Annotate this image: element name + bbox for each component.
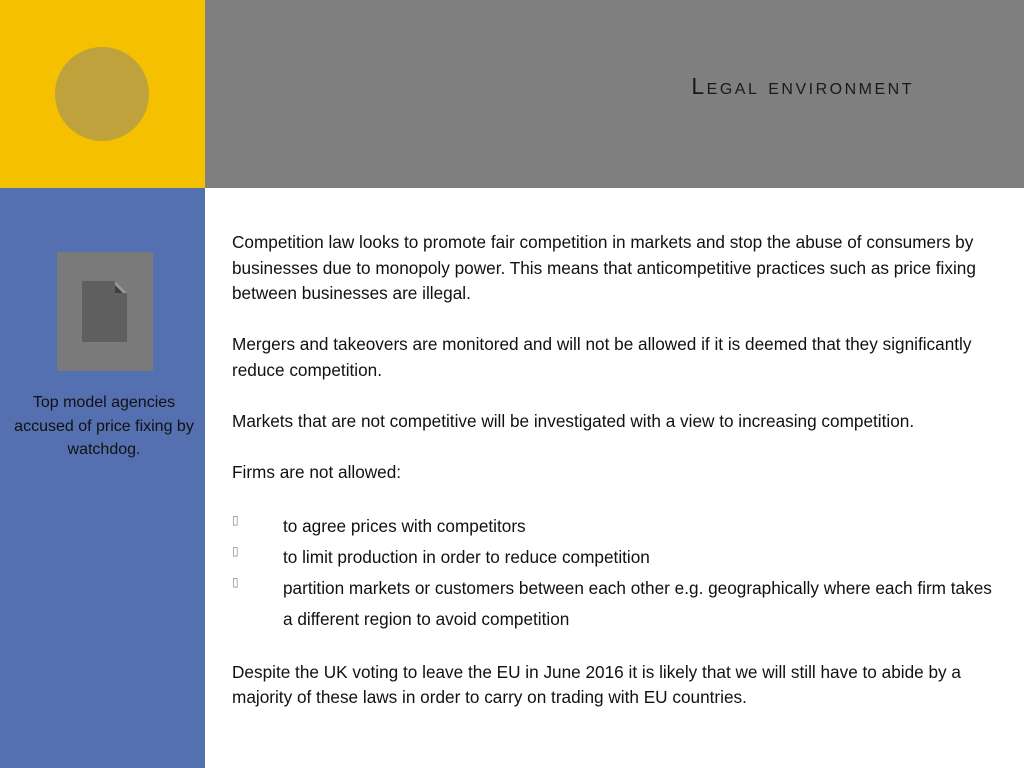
list-item-text: to limit production in order to reduce competition: [283, 546, 650, 567]
document-icon: [82, 281, 127, 342]
closing-paragraph: Despite the UK voting to leave the EU in June 2016 it is likely that we will still have to abide by a majority of these laws in order to carry on trading with EU countries.: [232, 661, 961, 707]
list-intro: Firms are not allowed:: [232, 461, 402, 482]
list-item: [232, 573, 992, 635]
list-item: [232, 542, 992, 573]
accent-block: [0, 0, 205, 188]
slide-header: [205, 0, 1024, 188]
paragraph: Markets that are not competitive will be investigated with a view to increasing competition.: [232, 410, 915, 431]
bullet-icon: ▯: [232, 574, 239, 589]
slide-body: [232, 230, 992, 736]
list-item-text: partition markets or customers between each other e.g. geographically where each firm takes a different region to avoid competition: [283, 577, 992, 629]
image-caption: Top model agencies accused of price fixing by watchdog.: [14, 394, 194, 458]
bullet-list: [232, 511, 992, 635]
bullet-icon: ▯: [232, 543, 239, 558]
image-placeholder: [57, 252, 153, 371]
decorative-circle: [55, 47, 149, 141]
sidebar: [0, 188, 205, 768]
bullet-icon: ▯: [232, 512, 239, 527]
paragraph: Competition law looks to promote fair competition in markets and stop the abuse of consumers by businesses due to monopoly power. This means that anticompetitive practices such as price fixing between businesses are illegal.: [232, 232, 976, 303]
paragraph: Mergers and takeovers are monitored and will not be allowed if it is deemed that they significantly reduce competition.: [232, 334, 972, 380]
list-item-text: to agree prices with competitors: [283, 515, 526, 536]
list-item: [232, 511, 992, 542]
slide-title: Legal environment: [691, 73, 914, 99]
